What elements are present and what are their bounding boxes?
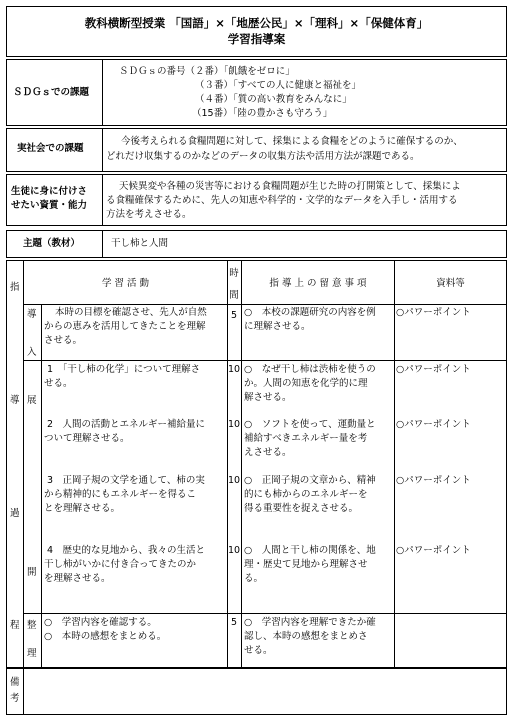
row-3-activity-line-1: 2 人間の活動とエネルギー補給量に — [47, 419, 206, 430]
society-box — [6, 128, 507, 172]
sdgs-line-1: ＳＤＧｓの番号（２番）「飢餓をゼロに」 — [119, 66, 295, 77]
row-4-time: 10 — [227, 475, 241, 486]
row-2-activity-line-2: せる。 — [44, 378, 73, 389]
theme-label: 主題（教材） — [23, 238, 81, 249]
row-2-material: ○パワーポイント — [396, 364, 471, 375]
sdgs-box — [6, 59, 507, 126]
row-4-notes-line-1: ○ 正岡子規の文章から、精神 — [244, 475, 376, 486]
process-label-2: 導 — [10, 395, 20, 406]
stage-dev-1: 展 — [27, 395, 37, 406]
title-line-2: 学習指導案 — [227, 32, 286, 46]
remarks-label-2: 考 — [10, 693, 20, 704]
row-1-activity-line-3: させる。 — [44, 335, 83, 346]
stage-wrap-2: 理 — [27, 648, 37, 659]
theme-value: 干し柿と人間 — [111, 238, 169, 249]
row-1-notes-line-2: に理解させる。 — [244, 321, 311, 332]
row-6-notes-line-2: 認し、本時の感想をまとめさ — [244, 631, 368, 642]
row-5-activity-line-1: 4 歴史的な見地から、我々の生活と — [47, 545, 206, 556]
row-6-activity-line-1: ○ 学習内容を確認する。 — [44, 617, 157, 628]
header-notes: 指 導 上 の 留 意 事 項 — [269, 278, 367, 289]
row-3-notes-line-3: えさせる。 — [244, 447, 292, 458]
row-4-notes-line-2: 的にも柿からのエネルギーを — [244, 489, 368, 500]
row-4-notes-line-3: 得る重要性を捉えさせる。 — [244, 503, 359, 514]
stage-dev-2: 開 — [27, 567, 37, 578]
society-label: 実社会での課題 — [17, 143, 84, 154]
society-line-1: 今後考えられる食糧問題に対して、採集による食糧をどのように確保するのか、 — [121, 136, 463, 147]
row-2-notes-line-2: か。人間の知恵を化学的に理 — [244, 378, 368, 389]
society-divider — [102, 129, 103, 171]
skills-label-1: 生徒に身に付けさ — [11, 186, 88, 197]
row-4-activity-line-3: とを理解させる。 — [44, 503, 121, 514]
header-materials: 資料等 — [436, 278, 465, 289]
row-5-notes-line-2: 理・歴史て見地から理解させ — [244, 559, 368, 570]
skills-line-3: 方法を考えさせる。 — [106, 209, 192, 220]
row-6-notes-line-3: せる。 — [244, 645, 273, 656]
header-activity: 学 習 活 動 — [101, 278, 150, 289]
sdgs-divider — [102, 60, 103, 125]
skills-line-1: 天候異変や各種の災害等における食糧問題が生じた時の打開策として、採集によ — [119, 181, 461, 192]
row-6-time: 5 — [230, 617, 238, 628]
row-2-activity-line-1: 1 「干し柿の化学」について理解さ — [47, 364, 201, 375]
stage-wrap-1: 整 — [27, 620, 37, 631]
remarks-label-1: 備 — [10, 677, 20, 688]
row-5-activity-line-3: を理解させる。 — [44, 573, 111, 584]
col-line-materials — [394, 261, 395, 667]
header-time-2: 間 — [229, 290, 239, 301]
remarks-box — [6, 668, 507, 715]
skills-label-2: せたい資質・能力 — [11, 200, 88, 211]
row-3-activity-line-2: ついて理解させる。 — [44, 433, 130, 444]
title-line-1: 教科横断型授業 「国語」×「地歴公民」×「理科」×「保健体育」 — [84, 16, 429, 30]
skills-line-2: る食糧確保するために、先人の知恵や科学的・文学的なデータを入手し・活用する — [106, 195, 458, 206]
dev-line — [24, 613, 506, 614]
row-2-notes-line-3: 解させる。 — [244, 392, 292, 403]
header-time-1: 時 — [229, 268, 239, 279]
process-label-4: 程 — [10, 620, 20, 631]
process-label-1: 指 — [10, 282, 20, 293]
row-1-notes-line-1: ○ 本校の課題研究の内容を例 — [244, 307, 376, 318]
row-4-activity-line-2: から精神的にもエネルギーを得るこ — [44, 489, 197, 500]
sdgs-line-3: （４番）「質の高い教育をみんなに」 — [195, 94, 352, 105]
process-label-3: 過 — [10, 508, 20, 519]
sdgs-label: ＳＤＧｓでの課題 — [13, 87, 90, 98]
row-1-activity-line-2: からの恵みを活用してきたことを理解 — [44, 321, 206, 332]
title-box — [6, 6, 507, 57]
col-line-left — [23, 261, 24, 667]
theme-box — [6, 230, 507, 258]
row-1-time: 5 — [230, 310, 238, 321]
row-5-material: ○パワーポイント — [396, 545, 471, 556]
remarks-divider — [23, 669, 24, 714]
row-6-notes-line-1: ○ 学習内容を理解できたか確 — [244, 617, 376, 628]
row-1-material: ○パワーポイント — [396, 307, 471, 318]
stage-intro-2: 入 — [27, 347, 37, 358]
skills-box — [6, 174, 507, 226]
col-line-time-right — [241, 261, 242, 667]
theme-divider — [102, 231, 103, 257]
row-4-material: ○パワーポイント — [396, 475, 471, 486]
skills-divider — [102, 175, 103, 225]
row-5-time: 10 — [227, 545, 241, 556]
sdgs-line-4: （15番）「陸の豊かさも守ろう」 — [192, 108, 333, 119]
row-5-notes-line-3: る。 — [244, 573, 264, 584]
row-5-activity-line-2: 干し柿がいかに付き合ってきたのか — [44, 559, 197, 570]
stage-intro-1: 導 — [27, 309, 37, 320]
row-4-activity-line-1: 3 正岡子規の文学を通して、柿の実 — [47, 475, 205, 486]
row-1-activity-line-1: 本時の目標を確認させ、先人が自然 — [55, 307, 207, 318]
header-line — [24, 304, 506, 305]
row-2-time: 10 — [227, 364, 241, 375]
row-6-activity-line-2: ○ 本時の感想をまとめる。 — [44, 631, 167, 642]
row-3-notes-line-2: 補給すべきエネルギー量を考 — [244, 433, 368, 444]
row-3-time: 10 — [227, 419, 241, 430]
row-5-notes-line-1: ○ 人間と干し柿の関係を、地 — [244, 545, 376, 556]
society-line-2: どれだけ収集するのかなどのデータの収集方法や活用方法が課題である。 — [106, 151, 420, 162]
activity-table — [6, 260, 507, 668]
sdgs-line-2: （３番）「すべての人に健康と福祉を」 — [195, 80, 362, 91]
row-2-notes-line-1: ○ なぜ干し柿は渋柿を使うの — [244, 364, 376, 375]
row-3-notes-line-1: ○ ソフトを使って、運動量と — [244, 419, 376, 430]
intro-line — [24, 360, 506, 361]
row-3-material: ○パワーポイント — [396, 419, 471, 430]
